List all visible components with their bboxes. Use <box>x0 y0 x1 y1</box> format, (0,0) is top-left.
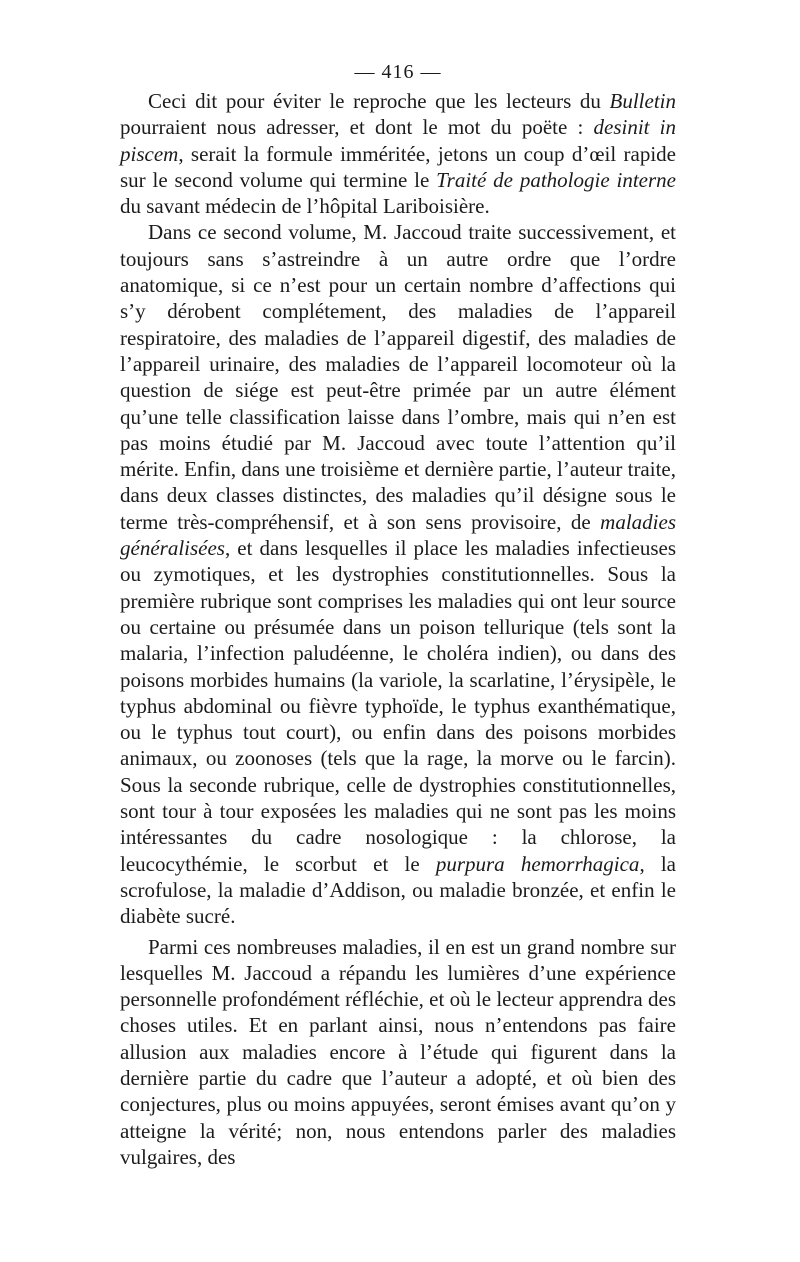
paragraph-2-text-3: , la scrofulose, la maladie d’Addison, ou maladie bronzée, et enfin le diabète sucré. <box>120 851 677 929</box>
paragraph-1 <box>120 88 676 219</box>
paragraph-2-text-1: Dans ce second volume, M. Jaccoud traite successivement, et toujours sans s’astreindre à un autre ordre que l’ordre anatomique, si ce n’est pour un certain nombre d’affections qui s’y dérobent complétement, des maladies de l’appareil respiratoire, des maladies de l’appareil digestif, des maladies de l’appareil urinaire, des maladies de l’appareil locomoteur où la question de siége est peut-être primée par un autre élément qu’une telle classification laisse dans l’ombre, mais qui n’en est pas moins étudié par M. Jaccoud avec toute l’attention qu’il mérite. Enfin, dans une troisième et dernière partie, l’auteur traite, dans deux classes distinctes, des maladies qu’il désigne sous le terme très-compréhensif, et à son sens provisoire, de <box>120 220 676 534</box>
term-maladies-generalisees: maladies généralisées <box>120 509 676 561</box>
paragraph-3 <box>120 934 676 1171</box>
paragraph-3-text-1: Parmi ces nombreuses maladies, il en est un grand nombre sur lesquelles M. Jaccoud a répandu les lumières d’une expérience personnelle profondément réfléchie, et où le lecteur apprendra des choses utiles. Et en parlant ainsi, nous n’entendons pas faire allusion aux maladies encore à l’étude qui figurent dans la dernière partie du cadre que l’auteur a adopté, et où bien des conjectures, plus ou moins appuyées, seront émises avant qu’on y atteigne la vérité; non, nous entendons parler des maladies vulgaires, des <box>120 934 676 1169</box>
quote-desinit-in-piscem: desinit in piscem <box>120 115 677 166</box>
title-bulletin: Bulletin <box>609 89 676 113</box>
paragraph-1-text-4: du savant médecin de l’hôpital Lariboisière. <box>120 194 490 219</box>
title-traite-de-pathologie-interne: Traité de pathologie interne <box>436 167 676 192</box>
page-number: — 416 — <box>354 61 442 83</box>
book-page <box>120 58 676 1170</box>
paragraph-1-text-3: , serait la formule imméritée, jetons un coup d’œil rapide sur le second volume qui termine le <box>120 141 676 192</box>
paragraph-1-text-2: pourraient nous adresser, et dont le mot du poëte : <box>120 115 594 140</box>
paragraph-2-text-2: , et dans lesquelles il place les maladies infectieuses ou zymotiques, et les dystrophies constitutionnelles. Sous la première rubrique sont comprises les maladies qui ont leur source ou certaine ou présumée dans un poison tellurique (tels sont la malaria, l’infection paludéenne, le choléra indien), ou dans des poisons morbides humains (la variole, la scarlatine, l’érysipèle, le typhus abdominal ou fièvre typhoïde, le typhus exanthématique, ou le typhus tout court), ou enfin dans des poisons morbides animaux, ou zoonoses (tels que la rage, la morve ou le farcin). Sous la seconde rubrique, celle de dystrophies constitutionnelles, sont tour à tour exposées les maladies qui ne sont pas les moins intéressantes du cadre nosologique : la chlorose, la leucocythémie, le scorbut et le <box>120 536 676 876</box>
paragraph-1-text-1: Ceci dit pour éviter le reproche que les lecteurs du <box>148 89 610 113</box>
paragraph-2 <box>120 219 676 929</box>
term-purpura-hemorrhagica: purpura hemorrhagica <box>435 851 640 876</box>
